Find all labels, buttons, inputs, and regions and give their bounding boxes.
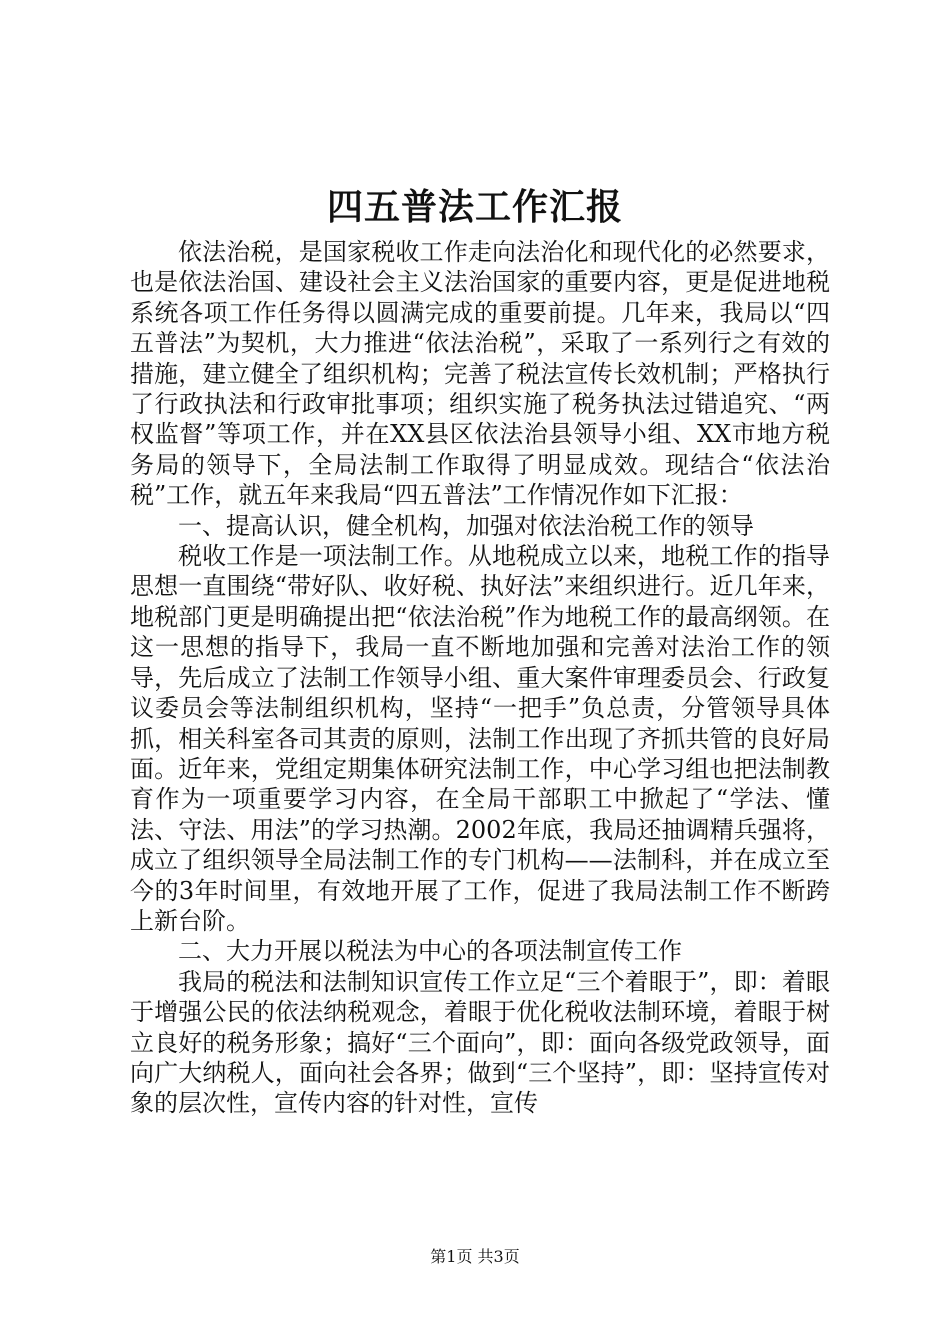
section-1-paragraph: 税收工作是一项法制工作。从地税成立以来，地税工作的指导思想一直围绕“带好队、收好税、执好法”来组织进行。近几年来，地税部门更是明确提出把“依法治税”作为地税工作的最高纲领。在这一思想的指导下，我局一直不断地加强和完善对法治工作的领导，先后成立了法制工作领导小组、重大案件审理委员会、行政复议委员会等法制组织机构，坚持“一把手”负总责，分管领导具体抓，相关科室各司其责的原则，法制工作出现了齐抓共管的良好局面。近年来，党组定期集体研究法制工作，中心学习组也把法制教育作为一项重要学习内容，在全局干部职工中掀起了“学法、懂法、守法、用法”的学习热潮。2002年底，我局还抽调精兵强将，成立了组织领导全局法制工作的专门机构——法制科，并在成立至今的3年时间里，有效地开展了工作，促进了我局法制工作不断跨上新台阶。 [130,542,830,935]
page-number-footer: 第1页 共3页 [430,1247,520,1266]
document-body [130,237,830,1119]
intro-paragraph: 依法治税，是国家税收工作走向法治化和现代化的必然要求，也是依法治国、建设社会主义法治国家的重要内容，更是促进地税系统各项工作任务得以圆满完成的重要前提。几年来，我局以“四五普法”为契机，大力推进“依法治税”，采取了一系列行之有效的措施，建立健全了组织机构；完善了税法宣传长效机制；严格执行了行政执法和行政审批事项；组织实施了税务执法过错追究、“两权监督”等项工作，并在XX县区依法治县领导小组、XX市地方税务局的领导下，全局法制工作取得了明显成效。现结合“依法治税”工作，就五年来我局“四五普法”工作情况作如下汇报： [130,238,830,510]
section-heading-1: 一、提高认识，健全机构，加强对依法治税工作的领导 [178,511,754,540]
section-heading-2: 二、大力开展以税法为中心的各项法制宣传工作 [178,937,682,966]
section-2-paragraph: 我局的税法和法制知识宣传工作立足“三个着眼于”，即：着眼于增强公民的依法纳税观念，着眼于优化税收法制环境，着眼于树立良好的税务形象；搞好“三个面向”，即：面向各级党政领导，面向广大纳税人，面向社会各界；做到“三个坚持”，即：坚持宣传对象的层次性，宣传内容的针对性，宣传 [130,967,830,1118]
document-title: 四五普法工作汇报 [326,186,623,228]
